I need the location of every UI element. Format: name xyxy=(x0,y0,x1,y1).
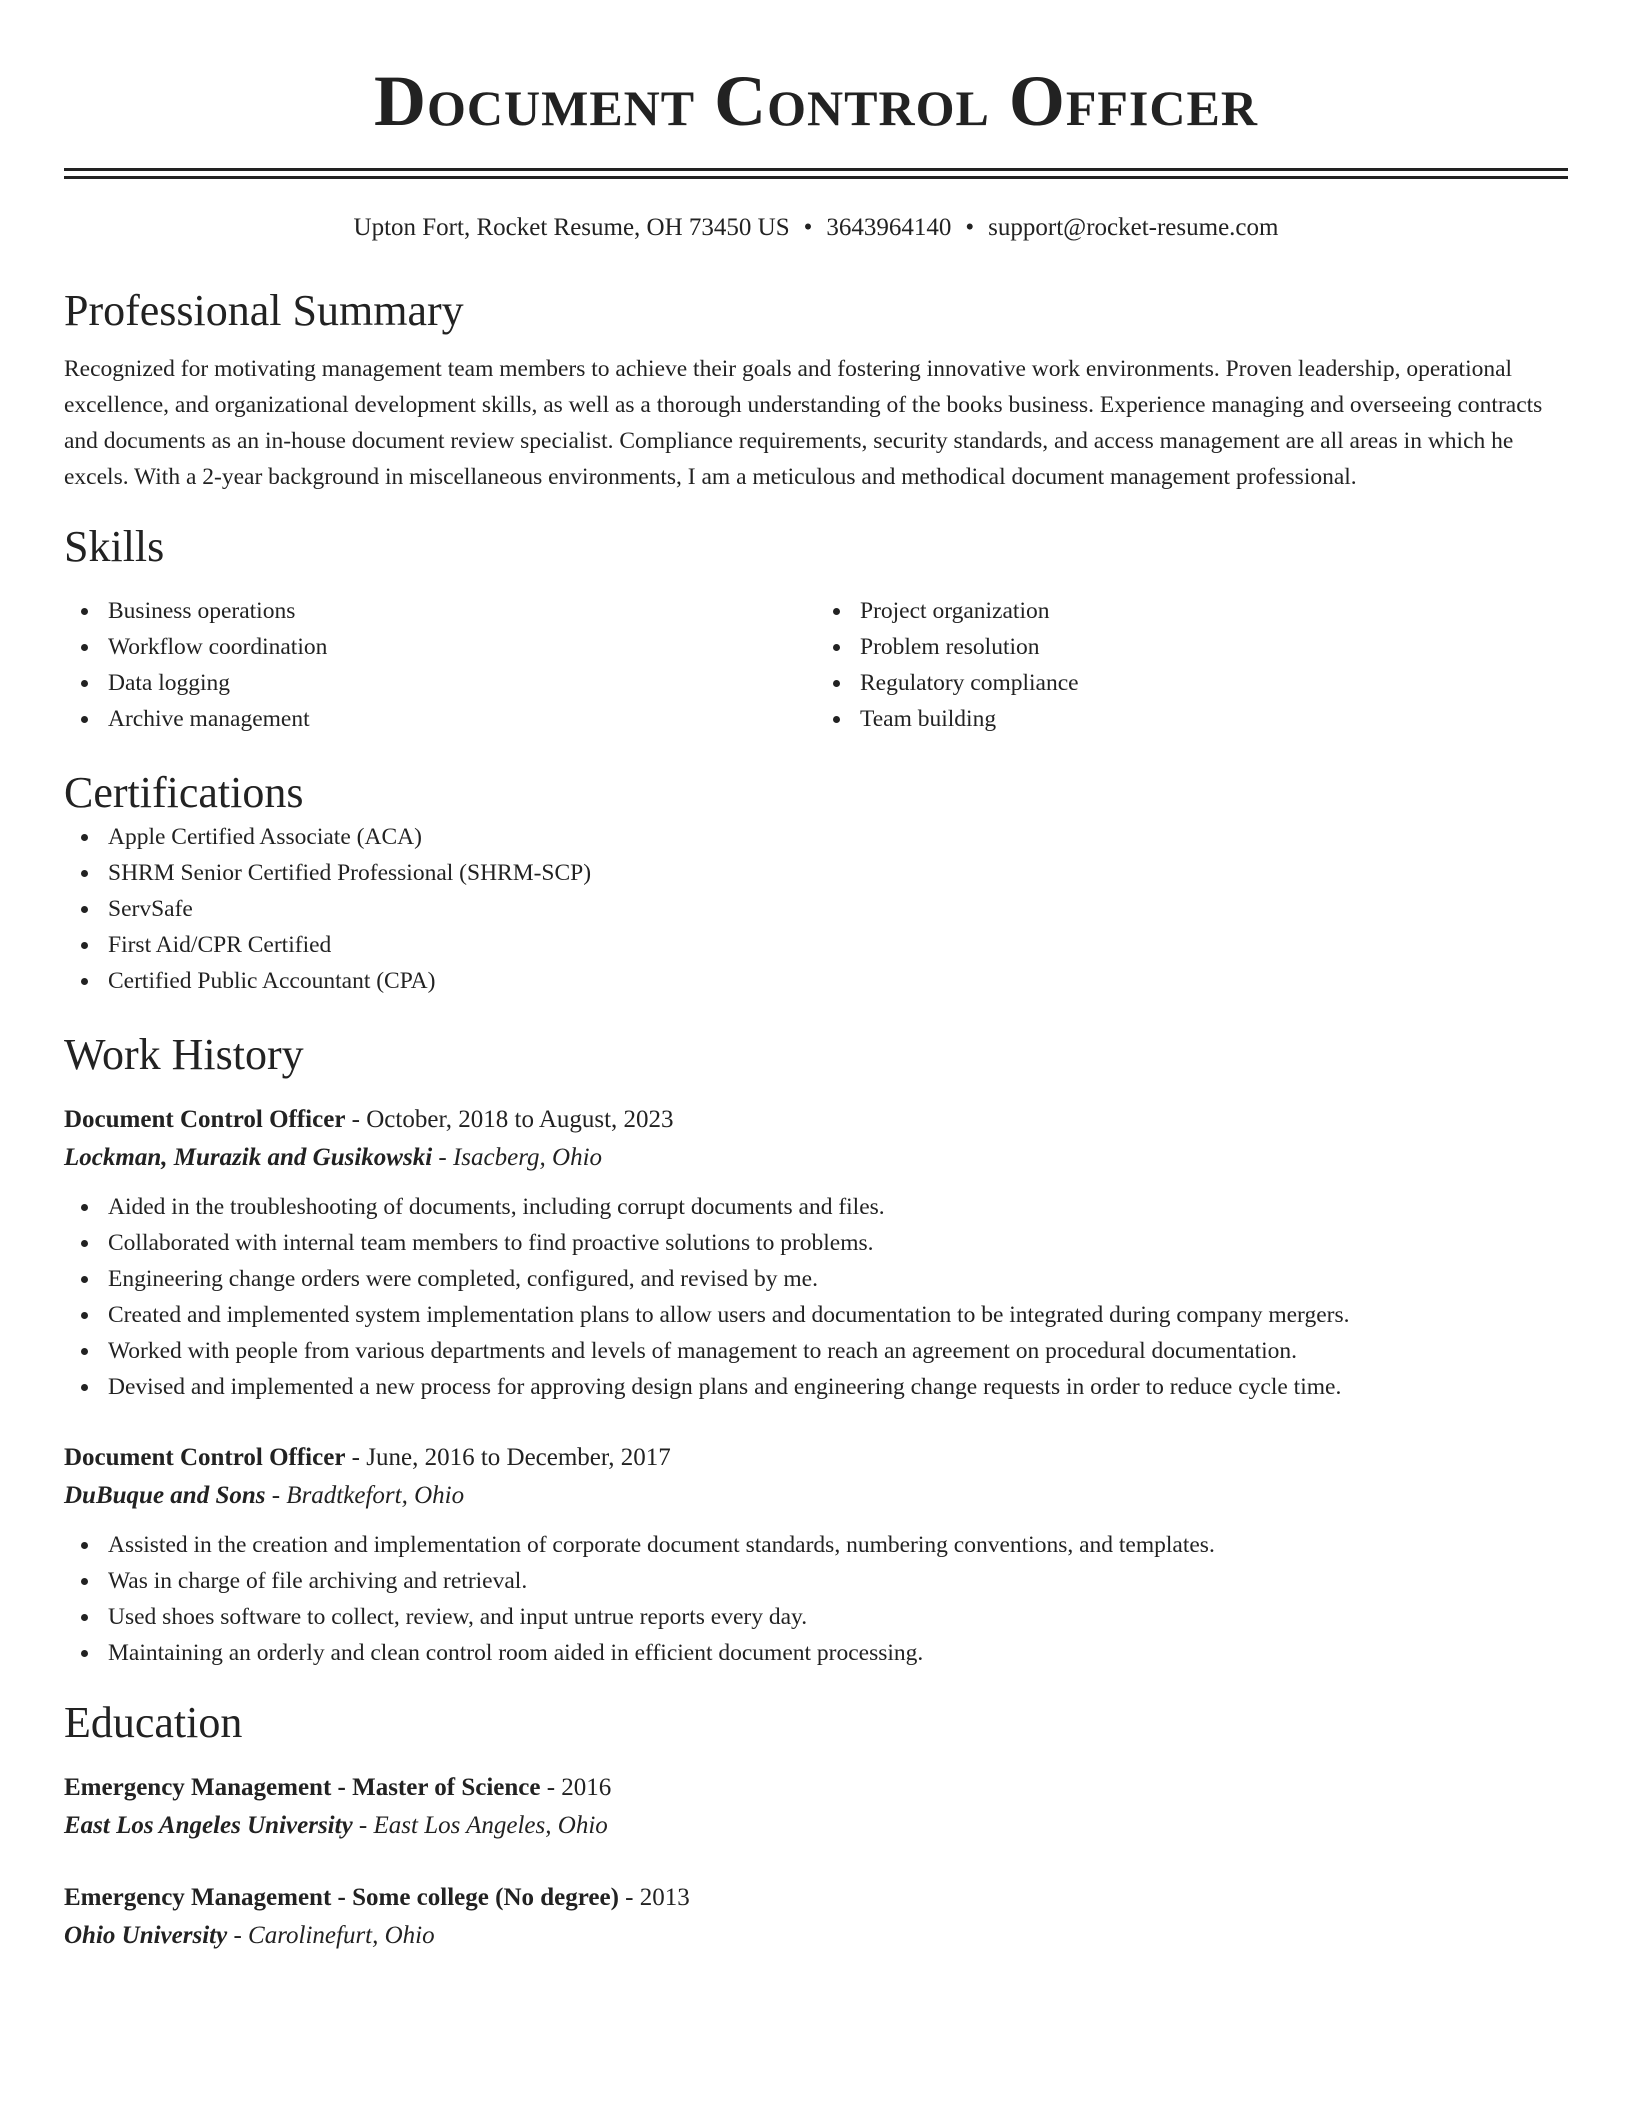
job-duty-item: Engineering change orders were completed, configured, and revised by me. xyxy=(64,1261,1568,1297)
certifications-heading: Certifications xyxy=(64,768,304,817)
job-company: Lockman, Murazik and Gusikowski xyxy=(64,1144,433,1171)
job-duties-list xyxy=(64,1527,1568,1671)
education-school: Ohio University xyxy=(64,1922,228,1949)
job-duty-item: Collaborated with internal team members to find proactive solutions to problems. xyxy=(64,1225,1568,1261)
job-duties-list xyxy=(64,1189,1568,1405)
work-history-heading: Work History xyxy=(64,1030,304,1079)
job-entry xyxy=(64,1101,1568,1405)
education-school-line xyxy=(64,1807,1568,1845)
skill-item: Problem resolution xyxy=(816,629,1568,665)
certification-item: First Aid/CPR Certified xyxy=(64,927,1568,963)
job-location: - Bradtkefort, Ohio xyxy=(271,1482,465,1509)
skills-columns xyxy=(64,593,1568,737)
job-company-line xyxy=(64,1139,1568,1177)
education-heading: Education xyxy=(64,1698,243,1747)
job-duty-item: Was in charge of file archiving and retrieval. xyxy=(64,1563,1568,1599)
education-entry xyxy=(64,1769,1568,1845)
summary-text: Recognized for motivating management team members to achieve their goals and fostering innovative work environments. Proven leadership, operational excellence, and organizational development skills, as well as a thorough understanding of the books business. Experience managing and overseeing contracts and documents as an in-house document review specialist. Compliance requirements, security standards, and access management are all areas in which he excels. With a 2-year background in miscellaneous environments, I am a meticulous and methodical document management professional. xyxy=(64,356,1543,490)
education-year: - 2016 xyxy=(546,1774,612,1801)
skill-item: Business operations xyxy=(64,593,816,629)
job-entry xyxy=(64,1439,1568,1671)
job-dates: - June, 2016 to December, 2017 xyxy=(351,1444,671,1471)
education-degree-line xyxy=(64,1769,1568,1807)
job-duty-item: Assisted in the creation and implementation of corporate document standards, numbering conventions, and templates. xyxy=(64,1527,1568,1563)
job-duty-item: Aided in the troubleshooting of documents, including corrupt documents and files. xyxy=(64,1189,1568,1225)
contact-separator: • xyxy=(803,214,813,241)
job-duty-item: Devised and implemented a new process for approving design plans and engineering change requests in order to reduce cycle time. xyxy=(64,1369,1568,1405)
job-title-line xyxy=(64,1101,1568,1139)
skills-heading: Skills xyxy=(64,522,165,571)
certifications-list xyxy=(64,819,1568,999)
job-company-line xyxy=(64,1477,1568,1515)
job-location: - Isacberg, Ohio xyxy=(438,1144,603,1171)
education-entry xyxy=(64,1879,1568,1955)
certification-item: ServSafe xyxy=(64,891,1568,927)
education-degree: Emergency Management - Master of Science xyxy=(64,1774,541,1801)
education-location: - Carolinefurt, Ohio xyxy=(233,1922,435,1949)
job-dates: - October, 2018 to August, 2023 xyxy=(351,1106,674,1133)
skill-item: Data logging xyxy=(64,665,816,701)
skill-item: Project organization xyxy=(816,593,1568,629)
skill-item: Team building xyxy=(816,701,1568,737)
summary-heading: Professional Summary xyxy=(64,286,464,335)
job-duty-item: Worked with people from various departments and levels of management to reach an agreement on procedural documentation. xyxy=(64,1333,1568,1369)
header-double-rule xyxy=(64,168,1568,179)
education-year: - 2013 xyxy=(625,1884,690,1911)
job-role: Document Control Officer xyxy=(64,1444,346,1471)
job-duty-item: Used shoes software to collect, review, and input untrue reports every day. xyxy=(64,1599,1568,1635)
education-location: - East Los Angeles, Ohio xyxy=(358,1812,608,1839)
contact-phone: 3643964140 xyxy=(826,214,952,241)
skill-item: Regulatory compliance xyxy=(816,665,1568,701)
job-company: DuBuque and Sons xyxy=(64,1482,266,1509)
skills-list-left xyxy=(64,593,816,737)
certification-item: Certified Public Accountant (CPA) xyxy=(64,963,1568,999)
contact-line xyxy=(64,213,1568,243)
skills-list-right xyxy=(816,593,1568,737)
education-degree-line xyxy=(64,1879,1568,1917)
job-duty-item: Maintaining an orderly and clean control room aided in efficient document processing. xyxy=(64,1635,1568,1671)
skill-item: Archive management xyxy=(64,701,816,737)
contact-email: support@rocket-resume.com xyxy=(988,214,1279,241)
job-role: Document Control Officer xyxy=(64,1106,346,1133)
certification-item: SHRM Senior Certified Professional (SHRM-SCP) xyxy=(64,855,1568,891)
education-degree: Emergency Management - Some college (No degree) xyxy=(64,1884,619,1911)
education-school-line xyxy=(64,1917,1568,1955)
certification-item: Apple Certified Associate (ACA) xyxy=(64,819,1568,855)
contact-address: Upton Fort, Rocket Resume, OH 73450 US xyxy=(353,214,790,241)
skill-item: Workflow coordination xyxy=(64,629,816,665)
contact-separator: • xyxy=(965,214,975,241)
job-title-line xyxy=(64,1439,1568,1477)
job-duty-item: Created and implemented system implementation plans to allow users and documentation to be integrated during company mergers. xyxy=(64,1297,1568,1333)
education-school: East Los Angeles University xyxy=(64,1812,353,1839)
resume-name: Document Control Officer xyxy=(374,61,1258,141)
